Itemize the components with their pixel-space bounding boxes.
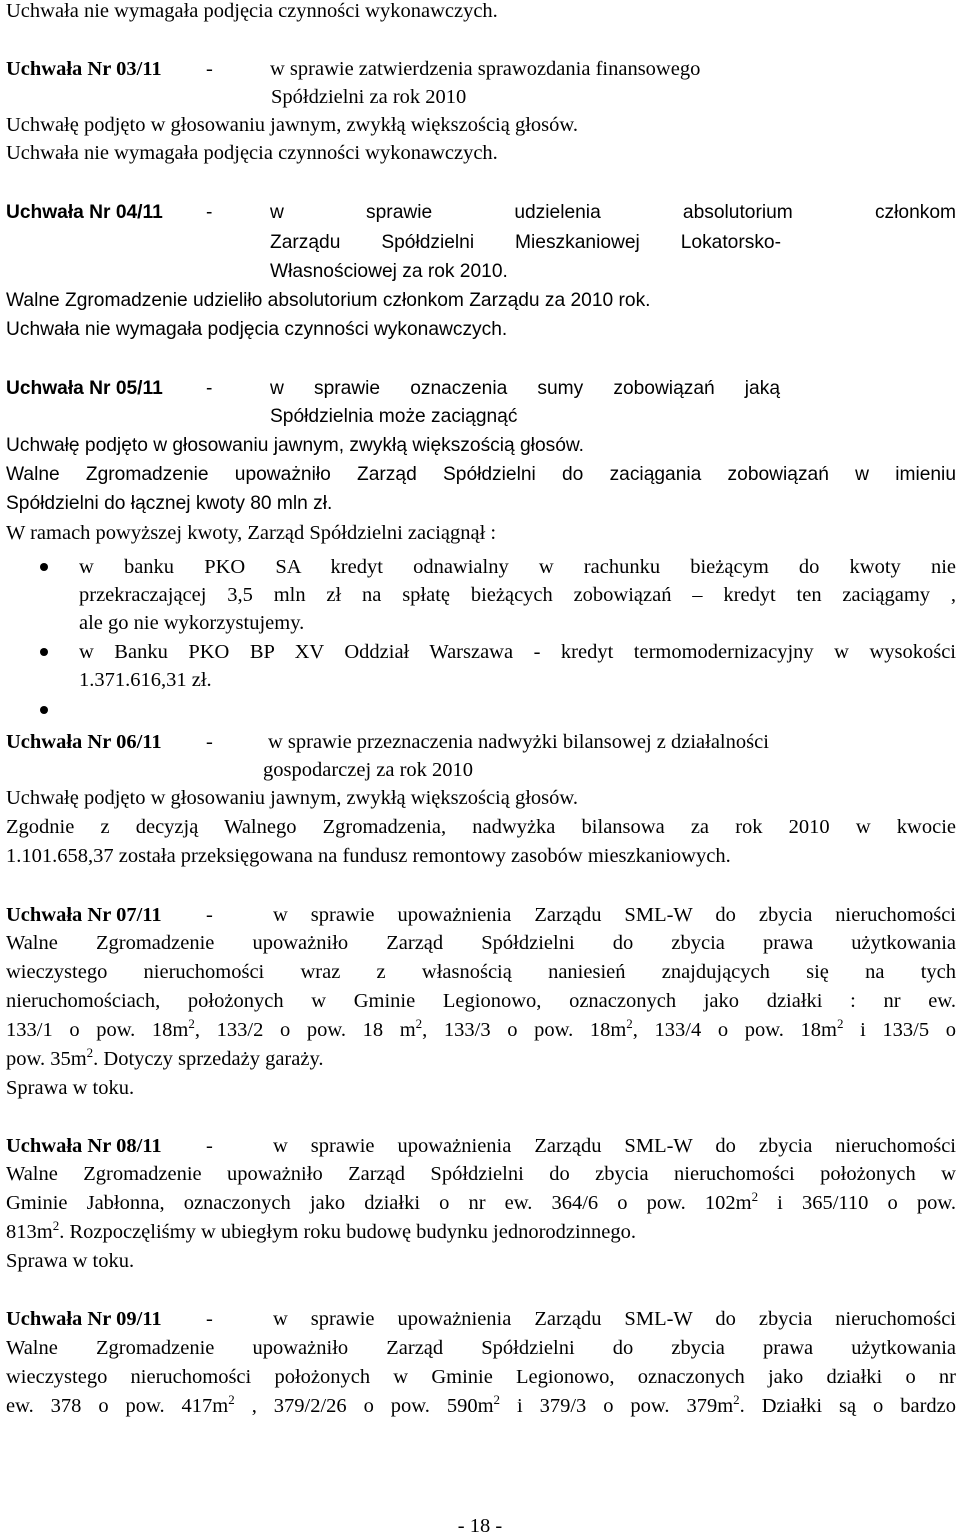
bullet-text: 1.371.616,31 zł.	[79, 669, 212, 691]
superscript: 2	[836, 1016, 844, 1032]
resolution-subject-continued: gospodarczej za rok 2010	[263, 759, 474, 781]
text-line	[6, 1189, 956, 1217]
bullet-icon	[40, 648, 48, 656]
resolution-number: Uchwała Nr 09/11	[6, 1308, 162, 1330]
text-fragment: i 365/110 o pow.	[758, 1192, 956, 1214]
text-line: Walne Zgromadzenie upoważniło Zarząd Spółdzielni do zbycia prawa użytkowania	[6, 1337, 956, 1359]
text-fragment: ew. 378 o pow. 417m	[6, 1395, 229, 1417]
resolution-subject: w sprawie zatwierdzenia sprawozdania finansowego	[270, 58, 701, 80]
bullet-text: przekraczającej 3,5 mln zł na spłatę bieżących zobowiązań – kredyt ten zaciągamy ,	[79, 584, 956, 606]
heading-dash: -	[206, 1308, 213, 1330]
resolution-subject: w sprawie upoważnienia Zarządu SML-W do zbycia nieruchomości	[273, 1135, 956, 1157]
superscript: 2	[733, 1392, 740, 1408]
superscript: 2	[415, 1016, 423, 1032]
text-line	[6, 1045, 956, 1073]
text-line: Spółdzielni do łącznej kwoty 80 mln zł.	[6, 493, 333, 514]
text-line: Walne Zgromadzenie upoważniło Zarząd Spółdzielni do zaciągania zobowiązań w imieniu	[6, 464, 956, 485]
text-fragment: . Rozpoczęliśmy w ubiegłym roku budowę budynku jednorodzinnego.	[59, 1221, 636, 1243]
superscript: 2	[86, 1045, 94, 1061]
text-line: W ramach powyższej kwoty, Zarząd Spółdzielni zaciągnął :	[6, 522, 497, 544]
text-line: nieruchomościach, położonych w Gminie Legionowo, oznaczonych jako działki : nr ew.	[6, 990, 956, 1012]
text-line: Uchwała nie wymagała podjęcia czynności wykonawczych.	[6, 142, 498, 164]
text-fragment: . Działki są o bardzo	[739, 1395, 956, 1417]
resolution-subject: w sprawie upoważnienia Zarządu SML-W do zbycia nieruchomości	[273, 904, 956, 926]
page-number: - 18 -	[457, 1515, 503, 1537]
text-fragment: 133/1 o pow. 18m	[6, 1019, 189, 1041]
text-fragment: i 133/5 o	[843, 1019, 956, 1041]
text-fragment: . Dotyczy sprzedaży garaży.	[93, 1048, 324, 1070]
bullet-icon	[40, 706, 48, 714]
text-fragment: pow. 35m	[6, 1048, 87, 1070]
superscript: 2	[228, 1392, 235, 1408]
resolution-heading-06	[6, 728, 956, 756]
resolution-heading-05	[6, 375, 956, 403]
text-line: Uchwała nie wymagała podjęcia czynności wykonawczych.	[6, 0, 498, 22]
text-fragment: , 379/2/26 o pow. 590m	[234, 1395, 494, 1417]
resolution-heading-07	[6, 901, 956, 929]
resolution-number: Uchwała Nr 04/11	[6, 202, 163, 223]
text-fragment: 813m	[6, 1221, 53, 1243]
resolution-number: Uchwała Nr 03/11	[6, 58, 162, 80]
text-fragment: , 133/2 o pow. 18 m	[194, 1019, 416, 1041]
text-line	[6, 1218, 956, 1246]
resolution-number: Uchwała Nr 06/11	[6, 731, 162, 753]
text-fragment: , 133/3 o pow. 18m	[422, 1019, 627, 1041]
superscript: 2	[626, 1016, 633, 1032]
resolution-heading-08	[6, 1132, 956, 1160]
superscript: 2	[188, 1016, 195, 1032]
bullet-text: ale go nie wykorzystujemy.	[79, 612, 305, 634]
bullet-icon	[40, 563, 48, 571]
text-line: Uchwałę podjęto w głosowaniu jawnym, zwykłą większością głosów.	[6, 435, 585, 456]
text-line: wieczystego nieruchomości położonych w Gminie Legionowo, oznaczonych jako działki o nr	[6, 1366, 956, 1388]
text-line: Zgodnie z decyzją Walnego Zgromadzenia, nadwyżka bilansowa za rok 2010 w kwocie	[6, 816, 956, 838]
text-line: Uchwałę podjęto w głosowaniu jawnym, zwykłą większością głosów.	[6, 114, 578, 136]
resolution-subject-continued: Spółdzielni za rok 2010	[271, 86, 467, 108]
text-line: Uchwałę podjęto w głosowaniu jawnym, zwykłą większością głosów.	[6, 787, 578, 809]
text-line: Sprawa w toku.	[6, 1250, 135, 1272]
resolution-number: Uchwała Nr 08/11	[6, 1135, 162, 1157]
heading-dash: -	[206, 731, 213, 753]
text-fragment: , 133/4 o pow. 18m	[632, 1019, 837, 1041]
resolution-subject: w sprawie oznaczenia sumy zobowiązań jaką	[270, 378, 780, 399]
heading-dash: -	[206, 378, 213, 399]
bullet-text: w banku PKO SA kredyt odnawialny w rachunku bieżącym do kwoty nie	[79, 556, 956, 578]
resolution-number: Uchwała Nr 05/11	[6, 378, 163, 399]
resolution-subject-continued: Spółdzielnia może zaciągnąć	[270, 406, 518, 427]
text-line: Walne Zgromadzenie upoważniło Zarząd Spółdzielni do zbycia nieruchomości położonych w	[6, 1163, 956, 1185]
superscript: 2	[52, 1218, 60, 1234]
text-line	[6, 1392, 956, 1420]
resolution-subject: w sprawie upoważnienia Zarządu SML-W do zbycia nieruchomości	[273, 1308, 956, 1330]
resolution-subject: w sprawie udzielenia absolutorium członkom	[270, 202, 956, 223]
resolution-subject: w sprawie przeznaczenia nadwyżki bilansowej z działalności	[268, 731, 769, 753]
text-line: Uchwała nie wymagała podjęcia czynności wykonawczych.	[6, 319, 508, 340]
resolution-subject-continued: Zarządu Spółdzielni Mieszkaniowej Lokatorsko-	[270, 232, 781, 253]
superscript: 2	[751, 1189, 759, 1205]
text-line: 1.101.658,37 została przeksięgowana na fundusz remontowy zasobów mieszkaniowych.	[6, 845, 731, 867]
text-line: wieczystego nieruchomości wraz z własnością naniesień znajdujących się na tych	[6, 961, 956, 983]
resolution-heading-09	[6, 1305, 956, 1333]
text-fragment: i 379/3 o pow. 379m	[500, 1395, 734, 1417]
resolution-subject-continued: Własnościowej za rok 2010.	[270, 261, 508, 282]
resolution-heading-03	[6, 55, 956, 83]
heading-dash: -	[206, 202, 213, 223]
heading-dash: -	[206, 1135, 213, 1157]
text-line: Walne Zgromadzenie udzieliło absolutorium członkom Zarządu za 2010 rok.	[6, 290, 651, 311]
superscript: 2	[493, 1392, 501, 1408]
heading-dash: -	[206, 904, 213, 926]
resolution-number: Uchwała Nr 07/11	[6, 904, 162, 926]
text-fragment: Gminie Jabłonna, oznaczonych jako działki o nr ew. 364/6 o pow. 102m	[6, 1192, 752, 1214]
heading-dash: -	[206, 58, 213, 80]
text-line: Walne Zgromadzenie upoważniło Zarząd Spółdzielni do zbycia prawa użytkowania	[6, 932, 956, 954]
text-line	[6, 1016, 956, 1044]
bullet-text: w Banku PKO BP XV Oddział Warszawa - kredyt termomodernizacyjny w wysokości	[79, 641, 956, 663]
resolution-heading-04	[6, 199, 956, 227]
text-line: Sprawa w toku.	[6, 1077, 135, 1099]
